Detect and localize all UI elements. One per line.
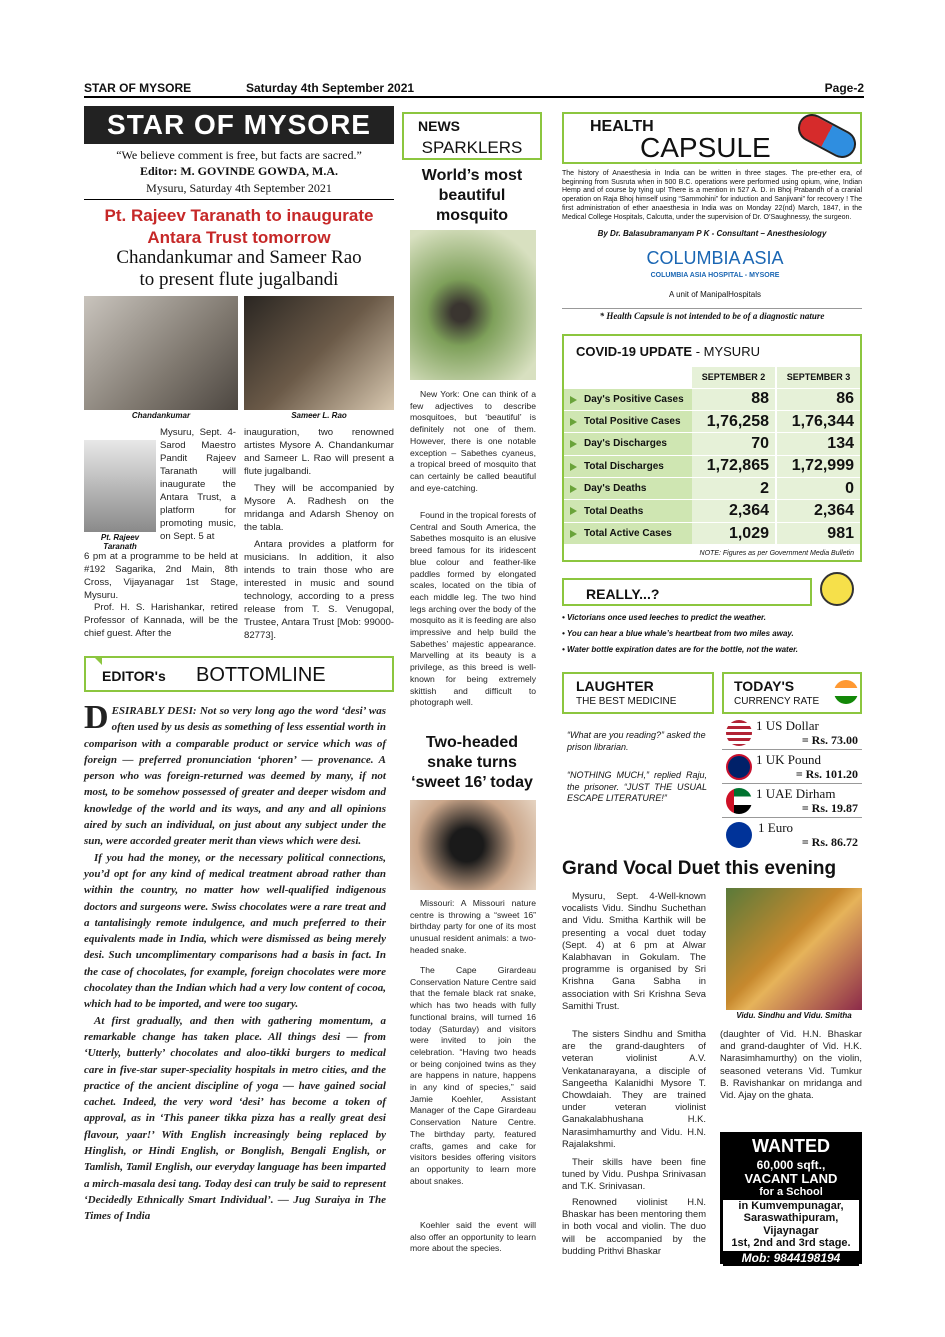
currency-row-gbp: [722, 750, 862, 784]
masthead-title: STAR OF MYSORE: [84, 106, 394, 144]
lead-col2-c: Antara provides a platform for musicians. In addition, it also intends to train those who are interested in music and sound technology, according to a press release from T. S. Venugopal, Trustee, Antara Trust [Mob: 99000-82773].: [244, 539, 394, 641]
ad-l5: in Kumvempunagar,: [738, 1200, 844, 1213]
ad-l2: 60,000 sqft.,: [723, 1159, 859, 1172]
currency-rate: = Rs. 73.00: [801, 733, 858, 747]
currency-rate: = Rs. 101.20: [795, 767, 858, 781]
health-unit: A unit of ManipalHospitals: [668, 290, 762, 299]
chandankumar-photo: [84, 296, 238, 410]
currency-rate: = Rs. 86.72: [801, 835, 858, 849]
covid-title: [576, 344, 760, 359]
lead-subhead-line1: Chandankumar and Sameer Rao: [116, 247, 362, 268]
covid-row-label: Total Discharges: [564, 455, 692, 477]
page-header: [84, 80, 864, 98]
health-byline: By Dr. Balasubramanyam P K - Consultant – Anesthesiology: [597, 229, 827, 238]
rajeev-taranath-photo: [84, 440, 156, 532]
header-date: Saturday 4th September 2021: [246, 81, 415, 95]
covid-row-value: 1,76,344: [776, 410, 860, 432]
covid-table: [564, 367, 860, 545]
health-note: * Health Capsule is not intended to be of a diagnostic nature: [562, 308, 862, 321]
covid-row-value: 1,72,999: [776, 455, 860, 477]
currency-name: 1 Euro: [758, 820, 794, 835]
currency-row-eur: [722, 818, 862, 852]
vocal-p1: Mysuru, Sept. 4-Well-known vocalists Vidu. Sindhu Suchethan and Vidu. Smitha Karthik will be presenting a vocal duet today (Sept. 4) at 6 pm at Alwar Kalabhavan in Gokulam. The programme is organised by Sri Krishna Gana Sabha in association with Sri Krishna Seva Samithi Trust.: [562, 890, 706, 1011]
editor-label2: BOTTOMLINE: [196, 664, 326, 686]
pill-icon: [793, 109, 861, 163]
currency-title: TODAY'S: [734, 678, 795, 694]
news-label2: SPARKLERS: [421, 138, 523, 157]
vocal-p2: The sisters Sindhu and Smitha are the grand-daughters of veteran violinist A.V. Venkatanarayana, a disciple of Sangeetha Kalanidhi Mysore T. Chowdaiah. They are trained under veteran violinist Ganakalabhushana H.K. Narasimhamurthy and Vidu. H.N. Rajalakshmi.: [562, 1028, 706, 1149]
editor-label1: EDITOR's: [102, 668, 166, 684]
uae-flag-icon: [726, 788, 752, 814]
covid-row-label: Day's Discharges: [564, 433, 692, 455]
currency-row-usd: [722, 716, 862, 750]
covid-row-value: 2,364: [776, 500, 860, 522]
ad-l9: Mob: 9844198194: [723, 1251, 859, 1266]
vocal-p3: Their skills have been fine tuned by Vidu. Pushpa Srinivasan and T.K. Srinivasan.: [562, 1156, 706, 1192]
currency-box: [722, 672, 862, 714]
laughter-box: [562, 672, 714, 714]
covid-row: [564, 500, 860, 522]
currency-name: 1 UK Pound: [756, 752, 822, 767]
editor-bottomline-box: [84, 656, 394, 692]
header-page: Page-2: [824, 81, 864, 95]
snake-p2: The Cape Girardeau Conservation Nature Centre said that the female black rat snake, which has two heads with fully functional brains, will turned 16 today (Saturday) and visitors were invited to join the celebration. “Having two heads or being conjoined twins as they are happens in nature, happens in any kind of species,” said Jamie Koehler, Assistant Manager of the Cape Girardeau Conservation Nature Centre. The birthday party, featured crafts, games and cake for visitors besides offering visitors an opportunity to learn more about snakes.: [410, 965, 536, 1186]
health-label2: CAPSULE: [640, 132, 771, 163]
editor-dropcap: D: [84, 699, 109, 736]
columbia-asia-hospital: COLUMBIA ASIA HOSPITAL - MYSORE: [650, 272, 780, 279]
eu-flag-icon: [726, 822, 752, 848]
covid-row-value: 1,76,258: [692, 410, 776, 432]
us-flag-icon: [726, 720, 752, 746]
really-item: • Water bottle expiration dates are for the bottle, not the water.: [562, 645, 799, 654]
currency-name: 1 UAE Dirham: [756, 786, 836, 801]
mosquito-p2: Found in the tropical forests of Central and South America, the Sabethes mosquito is an elusive breed famous for its iridescent blue colour and feather-like paddles formed by elongated scales, located on the tibia of each middle leg. The two hind legs arching over the body of the mosquito as it is feeding are also impressive and help build the Sabethes’ majestic appearance. Marvelling at its beauty is a privilege, as this breed is well-known for being extremely skittish and difficult to photograph well.: [410, 510, 536, 708]
ad-l4: for a School: [723, 1186, 859, 1200]
uk-flag-icon: [726, 754, 752, 780]
news-label1: NEWS: [418, 118, 460, 134]
really-list: [562, 610, 862, 658]
covid-title2: - MYSURU: [695, 344, 760, 359]
really-item-text: Water bottle expiration dates are for the bottle, not the water.: [567, 645, 799, 654]
covid-row: [564, 388, 860, 410]
really-item-text: You can hear a blue whale’s heartbeat from two miles away.: [566, 629, 794, 638]
covid-title1: COVID-19 UPDATE: [576, 344, 693, 359]
lead-col1-b: 6 pm at a programme to be held at #192 Sagarika, 2nd Main, 8th Cross, Vijayanagar 1st Stage, Mysuru.: [84, 551, 238, 601]
covid-header-row: [564, 367, 860, 388]
laughter-q: “What are you reading?” asked the prison librarian.: [567, 730, 706, 752]
ad-l3: VACANT LAND: [723, 1172, 859, 1186]
snake-photo: [410, 800, 536, 890]
covid-row-value: 1,72,865: [692, 455, 776, 477]
covid-row: [564, 478, 860, 500]
ad-l1: WANTED: [723, 1135, 859, 1159]
logo-word1: COLUMBIA: [646, 248, 741, 268]
covid-row: [564, 433, 860, 455]
caption-chandankumar: Chandankumar: [131, 411, 191, 420]
currency-row-aed: [722, 784, 862, 818]
mosquito-photo: [410, 230, 536, 380]
logo-word2: ASIA: [742, 248, 784, 268]
really-box: [562, 578, 812, 606]
lead-headline-line1: Pt. Rajeev Taranath to inaugurate: [104, 206, 374, 225]
mosquito-p1: New York: One can think of a few adjectives to describe mosquitoes, but ‘beautiful’ is definitely not one of them. However, there is one notable exception – Sabethes cyaneus, a tropical breed of mosquito that can certainly be called beautiful and eye-catching.: [410, 389, 536, 493]
lead-headline: [84, 205, 394, 249]
ad-l8: 1st, 2nd and 3rd stage.: [731, 1236, 851, 1249]
snake-headline: Two-headed snake turns ‘sweet 16’ today: [411, 734, 533, 791]
wanted-ad: [720, 1132, 862, 1264]
lead-subhead-line2: to present flute jugalbandi: [139, 269, 339, 290]
news-sparklers-box: [402, 112, 542, 160]
editor-p2: If you had the money, or the necessary political connections, you’d opt for any kind of medical treatment abroad rather than within the country, no matter how well-qualified indigenous doctors and surgeons were. Swiss chocolates were a rare treat and a tantalisingly remote indulgence, and much preferred to their equivalents made in India, which were dismissed as being merely desi. Such uncomplimentary comparisons had a basis in fact. In the case of chocolates, for example, foreign chocolates were more chocolatey than the Indian which had a very low content of cocoa, which had to be imported, and were too sugary.: [84, 851, 386, 1011]
covid-box: [562, 334, 862, 562]
really-item: • Victorians once used leeches to predict the weather.: [562, 613, 766, 622]
vocal-headline: Grand Vocal Duet this evening: [562, 858, 837, 879]
lead-col2-a: inauguration, two renowned artistes Mysore A. Chandankumar and Sameer L. Rao will present a flute jugalbandi.: [244, 427, 394, 477]
lead-col2-b: They will be accompanied by Mysore A. Radhesh on the mridanga and Adarsh Shenoy on the tabla.: [244, 483, 394, 533]
editor-column: [84, 699, 386, 1225]
health-text: The history of Anaesthesia in India can be written in three stages. The pre-ether era, of beginning from Susruta when in 500 B.C. operations were performed using opium, wine, Indian Hemp and of course by tying up! There is a mention in 527 A. D. in Bhoj Prabandh of a cranial operation on Raja Bhoj himself using “Sammohini” for induction and Sanjivani” for recovery ! The first administration of ether anaesthesia in India was on Monday 22(nd) March, 1847, in the Medical College Hospitals, Calcutta, under the supervision of Dr. O’Saughnessy, the surgeon.: [562, 170, 862, 221]
laughter-a: “NOTHING MUCH,” replied Raju, the prisoner. “JUST THE USUAL ESCAPE LITERATURE!”: [567, 770, 707, 803]
covid-col1: SEPTEMBER 2: [692, 367, 776, 388]
covid-row-value: 134: [776, 433, 860, 455]
covid-row: [564, 410, 860, 432]
currency-sub: CURRENCY RATE: [734, 696, 820, 707]
snake-p1: Missouri: A Missouri nature centre is throwing a “sweet 16” birthday party for one of its most unusual resident animals: a two-headed snake.: [410, 898, 536, 955]
really-title: REALLY...?: [586, 586, 660, 602]
sameer-rao-photo: [244, 296, 394, 410]
covid-row-value: 2,364: [692, 500, 776, 522]
laughter-title: LAUGHTER: [576, 678, 654, 694]
laughter-sub: THE BEST MEDICINE: [576, 696, 677, 707]
lead-col1-a: Mysuru, Sept. 4- Sarod Maestro Pandit Rajeev Taranath will inaugurate the Antara Trust, a platform for promoting music, on Sept. 5 at: [160, 427, 236, 542]
covid-row: [564, 522, 860, 544]
india-flag-icon: [834, 680, 858, 704]
covid-row: [564, 455, 860, 477]
covid-row-label: Total Deaths: [564, 500, 692, 522]
covid-row-value: 2: [692, 478, 776, 500]
covid-row-label: Total Positive Cases: [564, 410, 692, 432]
columbia-asia-logo: [640, 248, 790, 269]
lead-subhead: [84, 247, 394, 291]
masthead-motto: “We believe comment is free, but facts are sacred.”: [116, 148, 362, 162]
editor-p1: ESIRABLY DESI: Not so very long ago the word ‘desi’ was often used by us desis as something of less essential worth in comparison with a comparable product or service which was of foreign — preferred pronunciation ‘phoren’ — provenance. A person who was foreign-returned was deemed by many, if not most, to be somehow possessed of greater and deeper wisdom and knowledge of the world and its ways, and any and all opinions aired by such an individual, on just about any subject under the sun, were accorded greater merit than views which were desi.: [84, 705, 386, 848]
lightbulb-icon: [820, 572, 854, 606]
vocal-caption: Vidu. Sindhu and Vidu. Smitha: [736, 1011, 852, 1020]
covid-row-value: 70: [692, 433, 776, 455]
currency-list: [722, 716, 862, 850]
editor-p3: At first gradually, and then with gathering momentum, a remarkable change has taken place. All things desi — from ‘Utterly, butterly’ chocolates and aloo-tikki burgers to medical care in five-star super-speciality hospitals in metro cities, and the practice of the ancient discipline of yoga — have gained social cachet. Indeed, the very word ‘desi’ has become a token of approval, as in ‘This paneer tikka pizza has a really great desi flavour, yaar!’ With English increasingly being replaced by Hinglish, or Hindi English, or Bonglish, Bengali English, or Tamlish, Tamil English, our everyday language has been imparted a mirch-masala desi tang. Today desi can truly be said to represent ‘Decidedly Ethnically Smart Individual’. — Jug Suraiya in The Times of India: [84, 1014, 386, 1223]
covid-note: NOTE: Figures as per Government Media Bulletin: [699, 550, 854, 557]
vocal-duo-photo: [726, 888, 862, 1010]
health-capsule-box: [562, 112, 862, 164]
masthead-editor: Editor: M. GOVINDE GOWDA, M.A.: [140, 164, 338, 178]
really-item-text: Victorians once used leeches to predict the weather.: [567, 613, 766, 622]
covid-row-label: Day's Positive Cases: [564, 388, 692, 410]
caption-rajeev-taranath: Pt. Rajeev Taranath: [100, 533, 140, 551]
covid-row-value: 86: [776, 388, 860, 410]
really-item: • You can hear a blue whale’s heartbeat from two miles away.: [562, 629, 794, 638]
mosquito-headline: World’s most beautiful mosquito: [421, 167, 523, 224]
covid-row-label: Total Active Cases: [564, 522, 692, 544]
ad-l7: Vijaynagar: [763, 1224, 819, 1237]
currency-rate: = Rs. 19.87: [801, 801, 858, 815]
snake-p3: Koehler said the event will also offer an opportunity to learn more about the species.: [410, 1220, 536, 1254]
caption-sameer-rao: Sameer L. Rao: [291, 411, 347, 420]
masthead-dateline: Mysuru, Saturday 4th September 2021: [84, 181, 394, 200]
lead-headline-line2: Antara Trust tomorrow: [147, 228, 331, 247]
covid-col2: SEPTEMBER 3: [776, 367, 860, 388]
covid-row-value: 88: [692, 388, 776, 410]
covid-row-value: 981: [776, 522, 860, 544]
covid-row-value: 0: [776, 478, 860, 500]
currency-name: 1 US Dollar: [756, 718, 819, 733]
covid-row-value: 1,029: [692, 522, 776, 544]
covid-row-label: Day's Deaths: [564, 478, 692, 500]
header-paper: STAR OF MYSORE: [84, 81, 192, 95]
vocal-p4: Renowned violinist H.N. Bhaskar has been mentoring them in both vocal and violin. The duo will be accompanied by the budding Prithvi Bhaskar: [562, 1196, 706, 1256]
ad-l6: Saraswathipuram,: [743, 1212, 839, 1225]
lead-col1-c: Prof. H. S. Harishankar, retired Professor of Kannada, will be the chief guest. After the: [84, 602, 238, 639]
vocal-p5: (daughter of Vid. H.N. Bhaskar and grand-daughter of Vid. H.K. Narasimhamurthy) on the violin, seasoned veterans Vid. Tumkur B. Ravishankar on mridanga and Vid. Ajay on the ghata.: [720, 1028, 862, 1101]
health-label1: HEALTH: [590, 118, 654, 135]
